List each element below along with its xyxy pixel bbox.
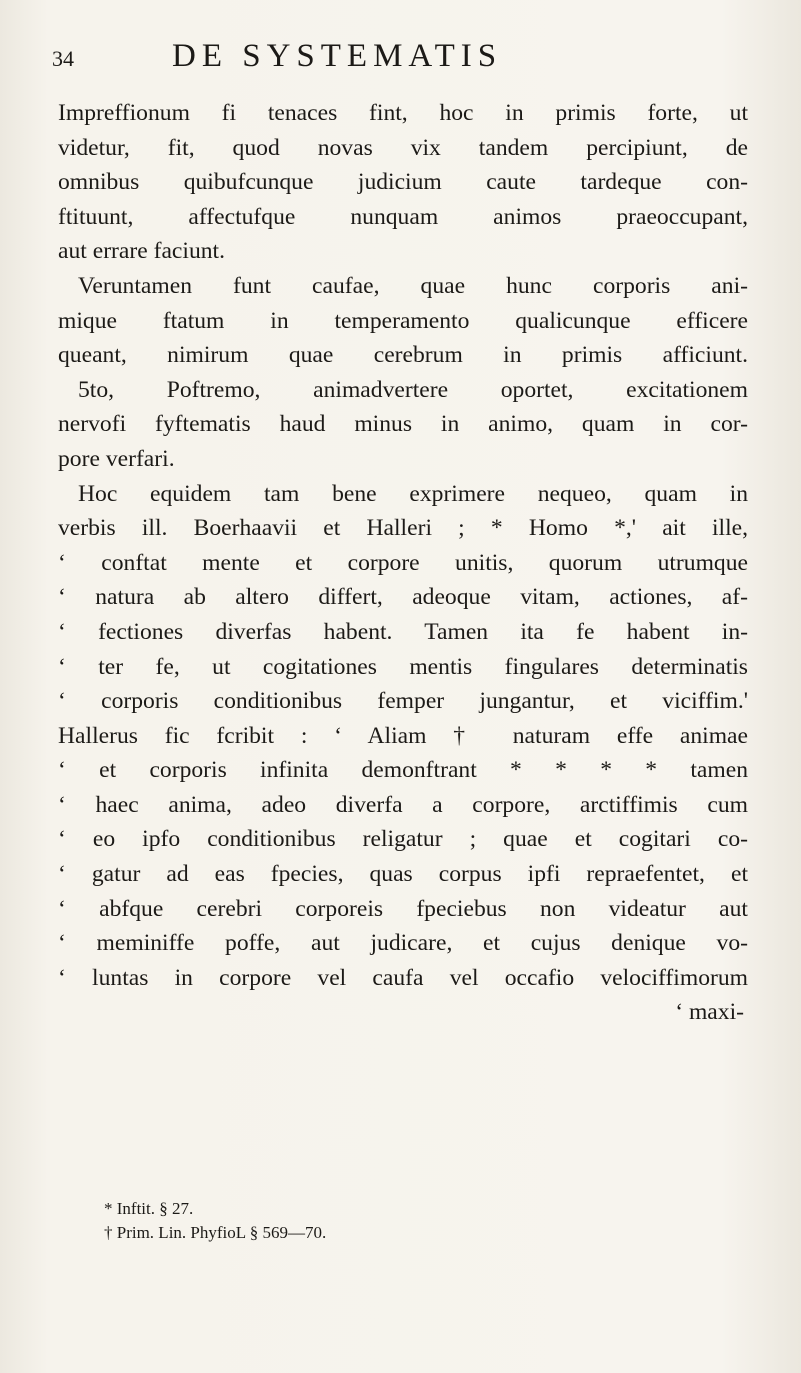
- text-line: ‘ et corporis infinita demonftrant * * * * tamen: [58, 757, 748, 784]
- page-header: [52, 38, 742, 78]
- page-number: 34: [52, 46, 74, 71]
- text-line: ‘ abfque cerebri corporeis fpeciebus non videatur aut: [58, 895, 748, 922]
- text-line: pore verfari.: [58, 445, 175, 472]
- text-line: Hoc equidem tam bene exprimere nequeo, quam in: [78, 480, 748, 507]
- text-line: 5to, Poftremo, animadvertere oportet, excitationem: [78, 376, 748, 403]
- text-line: ftituunt, affectufque nunquam animos praeoccupant,: [58, 203, 748, 230]
- text-line: nervofi fyftematis haud minus in animo, quam in cor-: [58, 411, 748, 438]
- text-line: aut errare faciunt.: [58, 238, 226, 265]
- body-text: [58, 96, 748, 1030]
- footnote: † Prim. Lin. PhyfioL § 569—70.: [104, 1223, 327, 1242]
- text-line: ‘ conftat mente et corpore unitis, quorum utrumque: [58, 549, 748, 576]
- text-line: ‘ corporis conditionibus femper jungantur, et viciffim.': [58, 688, 748, 715]
- text-line: ‘ maxi-: [675, 999, 744, 1026]
- text-line: ‘ natura ab altero differt, adeoque vitam, actiones, af-: [58, 584, 748, 611]
- text-line: verbis ill. Boerhaavii et Halleri ; * Homo *,' ait ille,: [58, 515, 748, 542]
- text-line: queant, nimirum quae cerebrum in primis afficiunt.: [58, 342, 748, 369]
- footnotes: [104, 1197, 704, 1245]
- text-line: ‘ fectiones diverfas habent. Tamen ita fe habent in-: [58, 618, 748, 645]
- text-line: videtur, fit, quod novas vix tandem percipiunt, de: [58, 134, 748, 161]
- text-line: omnibus quibufcunque judicium caute tardeque con-: [58, 169, 748, 196]
- text-line: Hallerus fic fcribit : ‘ Aliam † naturam effe animae: [58, 722, 748, 749]
- text-line: Impreffionum fi tenaces fint, hoc in primis forte, ut: [58, 100, 748, 126]
- text-line: mique ftatum in temperamento qualicunque efficere: [58, 307, 748, 334]
- text-line: ‘ gatur ad eas fpecies, quas corpus ipfi repraefentet, et: [58, 861, 748, 888]
- text-line: ‘ luntas in corpore vel caufa vel occafio velociffimorum: [58, 964, 748, 991]
- text-line: ‘ haec anima, adeo diverfa a corpore, arctiffimis cum: [58, 791, 748, 818]
- text-line: ‘ eo ipfo conditionibus religatur ; quae et cogitari co-: [58, 826, 748, 853]
- text-line: ‘ ter fe, ut cogitationes mentis fingulares determinatis: [58, 653, 748, 680]
- text-line: ‘ meminiffe poffe, aut judicare, et cujus denique vo-: [58, 930, 748, 957]
- text-line: Veruntamen funt caufae, quae hunc corporis ani-: [78, 272, 748, 299]
- running-head: DE SYSTEMATIS: [172, 38, 503, 74]
- footnote: * Inftit. § 27.: [104, 1199, 194, 1218]
